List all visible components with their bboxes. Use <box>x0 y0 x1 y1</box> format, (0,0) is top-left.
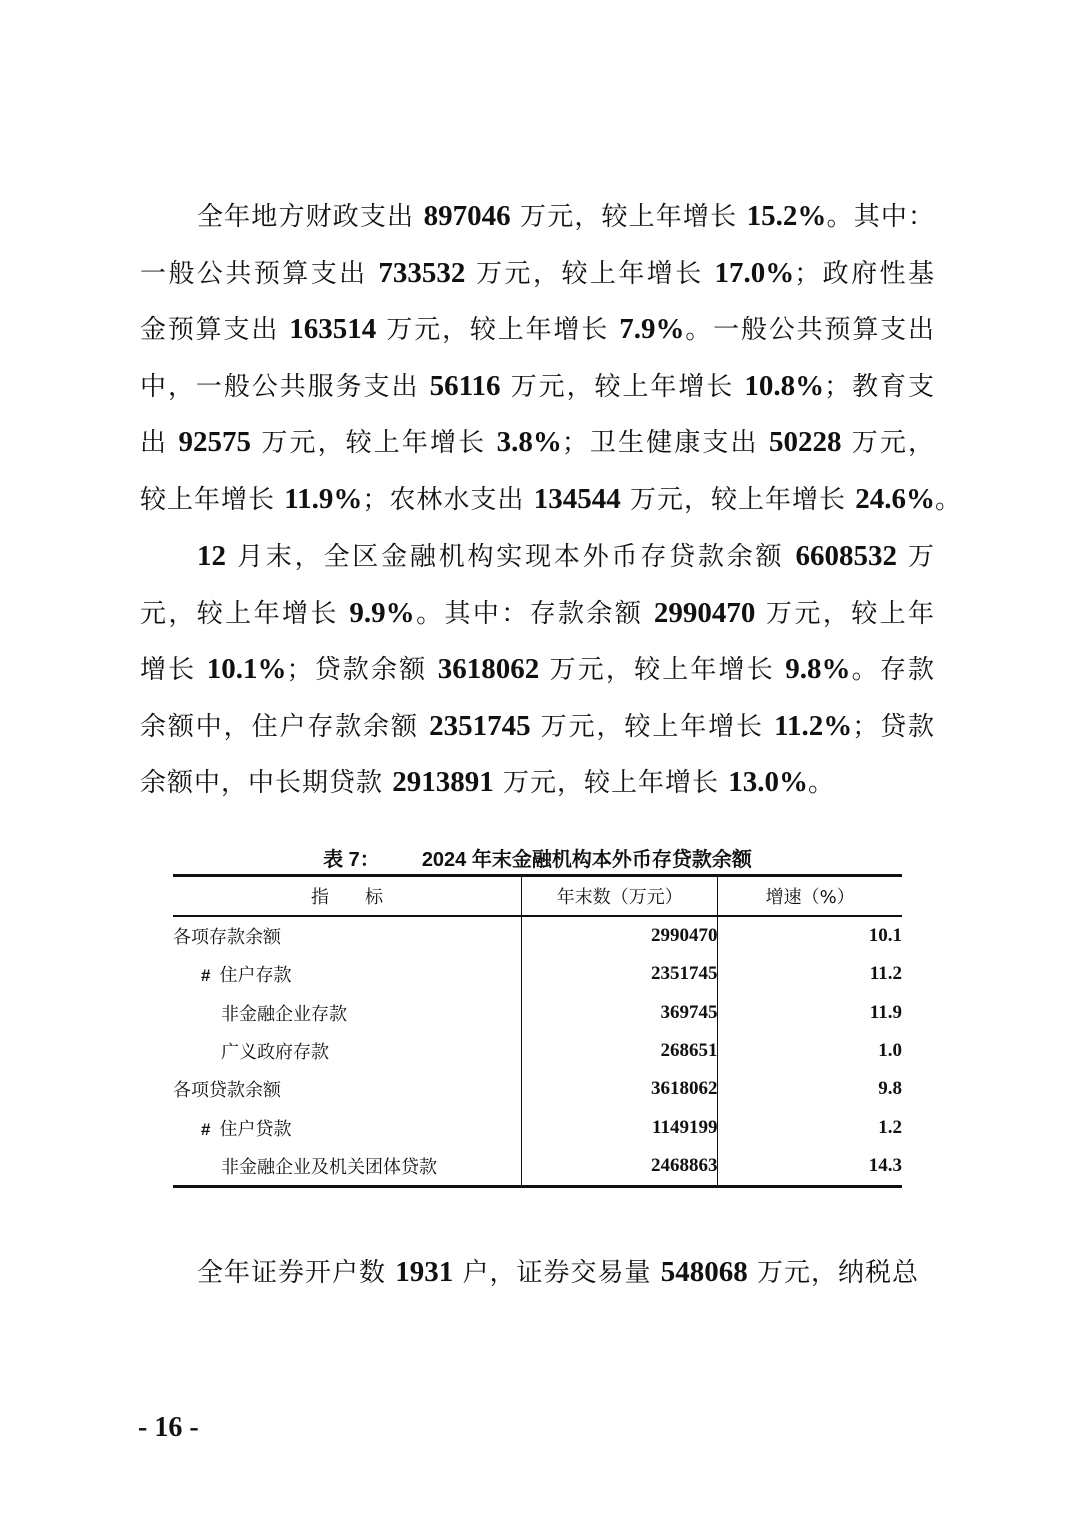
text-segment: 余额中，住户存款余额 <box>140 711 430 742</box>
year-end-value: 369745 <box>521 994 718 1032</box>
growth-rate: 10.1 <box>718 916 902 955</box>
year-end-value: 2990470 <box>521 916 718 955</box>
indicator-name <box>173 994 521 1032</box>
text-segment: 一般公共预算支出 <box>140 258 379 289</box>
table-caption-label: 表 7： <box>323 849 380 871</box>
growth-rate: 11.2 <box>718 955 902 993</box>
text-segment: 万元，较上年增长 <box>510 202 747 232</box>
figure-value: 9.8% <box>785 653 851 685</box>
text-segment: 。其中： <box>826 202 936 232</box>
figure-value: 12 <box>197 540 226 572</box>
indicator-label: 非金融企业及机关团体贷款 <box>221 1156 437 1178</box>
indicator-name <box>173 1032 521 1070</box>
paragraph-fiscal-expenditure <box>140 188 962 527</box>
figure-value: 3.8% <box>496 426 562 458</box>
text-line <box>140 358 935 415</box>
paragraph-deposits-loans <box>140 528 935 811</box>
text-segment: 。 <box>934 484 962 515</box>
table-header-row <box>173 876 902 917</box>
text-segment: 万元， <box>841 428 936 458</box>
page-number: - 16 - <box>138 1412 199 1443</box>
figure-value: 1931 <box>395 1256 454 1288</box>
indicator-label: 住户贷款 <box>219 1118 292 1140</box>
text-line <box>140 1244 935 1301</box>
figure-value: 10.8% <box>744 369 825 402</box>
text-segment: 余额中，中长期贷款 <box>140 768 393 798</box>
indicator-name <box>173 1108 521 1146</box>
figure-value: 13.0% <box>728 766 809 798</box>
year-end-value: 2351745 <box>521 955 718 993</box>
figure-value: 6608532 <box>795 540 897 572</box>
table-row <box>173 994 902 1032</box>
figure-value: 733532 <box>378 256 466 289</box>
text-line <box>140 585 935 642</box>
figure-value: 10.1% <box>206 653 287 685</box>
text-segment: 增长 <box>140 655 207 685</box>
text-segment: ；贷款 <box>852 711 936 742</box>
figure-value: 548068 <box>660 1256 748 1288</box>
growth-rate: 14.3 <box>718 1147 902 1187</box>
text-segment: 中，一般公共服务支出 <box>140 371 430 402</box>
table-row <box>173 916 902 955</box>
text-segment: 出 <box>140 428 179 458</box>
year-end-value: 2468863 <box>521 1147 718 1187</box>
text-segment: 。其中：存款余额 <box>414 598 654 629</box>
indicator-label: 广义政府存款 <box>221 1042 329 1064</box>
year-end-value: 3618062 <box>521 1070 718 1108</box>
figure-value: 3618062 <box>437 653 540 685</box>
figure-value: 92575 <box>178 426 251 458</box>
indicator-label: 各项贷款余额 <box>173 1080 281 1102</box>
paragraph-securities <box>140 1244 935 1301</box>
growth-rate: 1.2 <box>718 1108 902 1146</box>
text-segment: 万 <box>896 542 936 572</box>
text-segment: 金预算支出 <box>140 315 290 345</box>
text-line <box>140 471 962 528</box>
text-segment: 全年证券开户数 <box>197 1258 396 1288</box>
text-line <box>140 414 935 471</box>
text-segment: 万元，纳税总 <box>747 1258 920 1288</box>
table-row <box>173 1070 902 1108</box>
year-end-value: 268651 <box>521 1032 718 1070</box>
text-segment: 万元，较上年增长 <box>465 258 715 289</box>
text-segment: 元，较上年增长 <box>140 598 350 629</box>
figure-value: 897046 <box>423 200 511 232</box>
text-line <box>140 188 935 245</box>
text-segment: 万元，较上年增长 <box>376 315 620 345</box>
indicator-label: 非金融企业存款 <box>221 1003 347 1025</box>
header-year-end-value: 年末数（万元） <box>521 876 718 917</box>
text-segment: 万元，较上年 <box>755 598 936 629</box>
header-growth-rate: 增速（%） <box>718 876 902 917</box>
text-segment: 万元，较上年增长 <box>250 428 497 458</box>
table-row <box>173 1147 902 1187</box>
text-segment: 全年地方财政支出 <box>197 202 424 232</box>
subitem-marker: # <box>201 966 211 986</box>
text-segment: 万元，较上年增长 <box>530 711 775 742</box>
subitem-marker: # <box>201 1119 211 1139</box>
figure-value: 7.9% <box>619 313 685 345</box>
table-row <box>173 1032 902 1070</box>
text-segment: 月末，全区金融机构实现本外币存贷款余额 <box>226 542 796 572</box>
year-end-value: 1149199 <box>521 1108 718 1146</box>
text-segment: ；卫生健康支出 <box>561 428 769 458</box>
growth-rate: 1.0 <box>718 1032 902 1070</box>
figure-value: 15.2% <box>746 200 827 232</box>
figure-value: 2351745 <box>429 709 531 742</box>
figure-value: 11.2% <box>774 709 853 742</box>
text-segment: 。 <box>808 768 836 798</box>
indicator-name <box>173 1070 521 1108</box>
figure-value: 9.9% <box>349 596 415 629</box>
table-caption <box>173 843 902 872</box>
text-segment: ；教育支 <box>824 371 935 402</box>
text-line <box>140 698 935 755</box>
text-line <box>140 641 935 698</box>
text-line <box>140 528 935 585</box>
figure-value: 2990470 <box>653 596 756 629</box>
text-segment: ；政府性基 <box>794 258 936 289</box>
figure-value: 11.9% <box>284 482 363 515</box>
text-segment: 户，证券交易量 <box>453 1258 661 1288</box>
figure-value: 50228 <box>768 426 842 458</box>
indicator-name <box>173 955 521 993</box>
indicator-label: 各项存款余额 <box>173 927 281 949</box>
table-row <box>173 955 902 993</box>
growth-rate: 11.9 <box>718 994 902 1032</box>
text-line <box>140 754 935 811</box>
text-segment: 。存款 <box>850 655 935 685</box>
figure-value: 2913891 <box>392 766 494 798</box>
text-segment: 万元，较上年增长 <box>539 655 786 685</box>
indicator-name <box>173 1147 521 1187</box>
deposits-loans-table <box>173 874 902 1188</box>
text-segment: 万元，较上年增长 <box>493 768 729 798</box>
text-segment: 较上年增长 <box>140 484 285 515</box>
figure-value: 56116 <box>429 369 501 402</box>
figure-value: 17.0% <box>714 256 795 289</box>
indicator-name <box>173 916 521 955</box>
table-row <box>173 1108 902 1146</box>
growth-rate: 9.8 <box>718 1070 902 1108</box>
text-line <box>140 245 935 302</box>
header-indicator: 指 标 <box>310 887 383 908</box>
text-segment: 万元，较上年增长 <box>500 371 745 402</box>
figure-value: 134544 <box>533 482 621 515</box>
figure-value: 163514 <box>289 313 377 345</box>
figure-value: 24.6% <box>855 482 935 515</box>
text-segment: 万元，较上年增长 <box>620 484 856 515</box>
table-caption-title: 2024 年末金融机构本外币存贷款余额 <box>421 849 752 871</box>
text-segment: ；贷款余额 <box>286 655 438 685</box>
text-line <box>140 301 935 358</box>
indicator-label: 住户存款 <box>219 965 292 987</box>
text-segment: 。一般公共预算支出 <box>684 315 935 345</box>
text-segment: ；农林水支出 <box>362 484 534 515</box>
